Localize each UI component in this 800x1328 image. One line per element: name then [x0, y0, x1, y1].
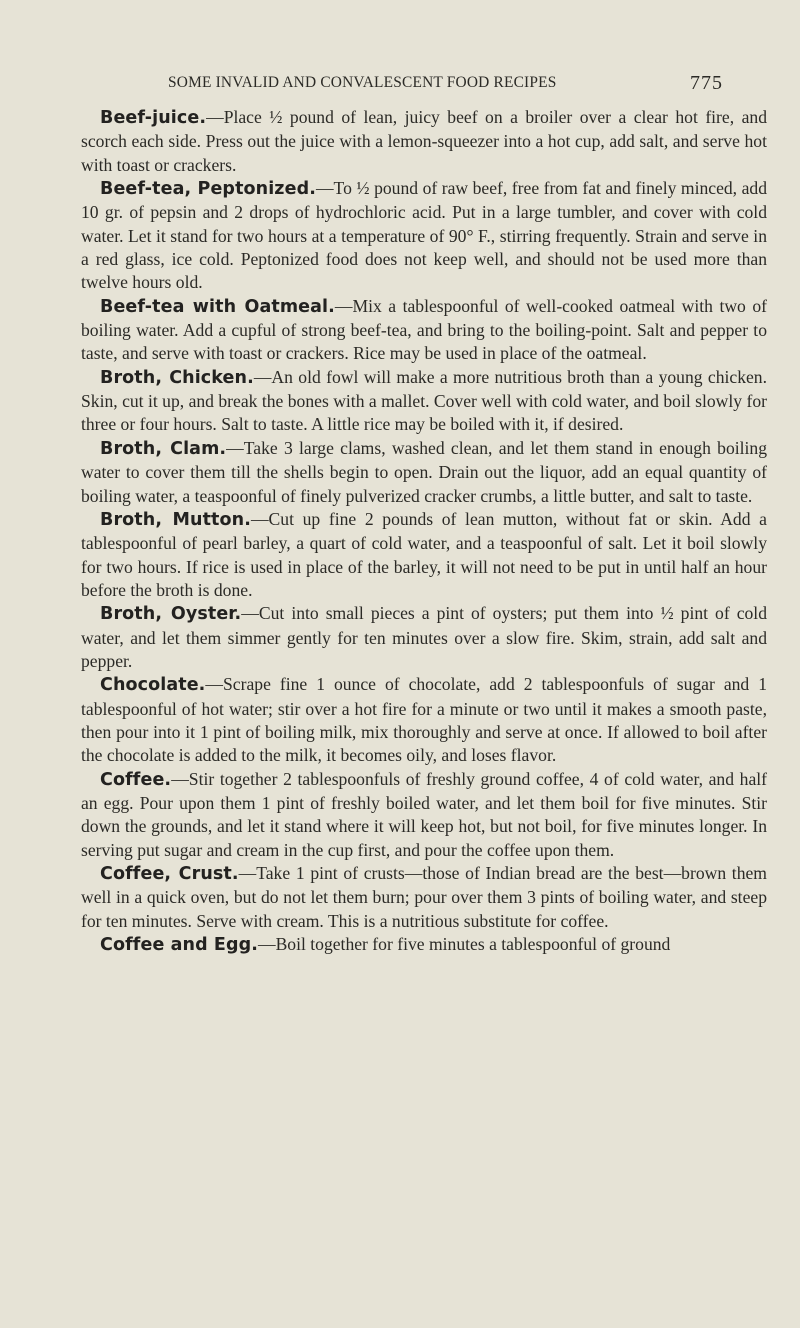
recipe-text: —To ½ pound of raw beef, free from fat and finely minced, add 10 gr. of pepsin and 2 drops of hydrochloric acid. Put in a large tumbler, and cover with cold water. Let it stand for two hours at a temperature of 90° F., stirring frequently. Strain and serve in a red glass, ice cold. Peptonized food does not keep well, and should not be used more than twelve hours old. [81, 178, 767, 293]
recipe-text: —Take 1 pint of crusts—those of Indian bread are the best—brown them well in a quick oven, but do not let them burn; pour over them 3 pints of boiling water, and steep for ten minutes. Serve with cream. This is a nutritious substitute for coffee. [81, 863, 767, 931]
recipe-entry-chocolate [81, 673, 767, 767]
recipe-title: Beef-tea with Oatmeal. [100, 296, 335, 317]
recipe-entry-coffee [81, 768, 767, 862]
recipe-text: —Place ½ pound of lean, juicy beef on a broiler over a clear hot fire, and scorch each side. Press out the juice with a lemon-squeezer into a hot cup, add salt, and serve hot with toast or crackers. [81, 107, 767, 175]
recipe-title: Coffee and Egg. [100, 935, 258, 956]
recipe-title: Coffee. [100, 769, 172, 790]
recipe-text: —Mix a tablespoonful of well-cooked oatmeal with two of boiling water. Add a cupful of strong beef-tea, and bring to the boiling-point. Salt and pepper to taste, and serve with toast or crackers. Rice may be used in place of the oatmeal. [81, 295, 767, 364]
recipe-text: —Cut into small pieces a pint of oysters; put them into ½ pint of cold water, and let them simmer gently for ten minutes over a slow fire. Skim, strain, add salt and pepper. [81, 603, 767, 671]
recipe-entry-beef-tea-peptonized [81, 177, 767, 295]
page-number: 775 [690, 72, 723, 94]
recipe-title: Broth, Mutton. [100, 509, 251, 530]
recipe-title: Beef-juice. [100, 108, 207, 128]
recipe-entry-beef-juice [81, 106, 767, 177]
recipe-entry-beef-tea-oatmeal [81, 295, 767, 366]
recipe-title: Beef-tea, Peptonized. [100, 179, 316, 200]
recipe-text: —Cut up fine 2 pounds of lean mutton, without fat or skin. Add a tablespoonful of pearl barley, a quart of cold water, and a teaspoonful of salt. Let it boil slowly for two hours. If rice is used in place of the barley, it will not need to be put in until half an hour before the broth is done. [81, 508, 767, 600]
recipe-text: —Scrape fine 1 ounce of chocolate, add 2 tablespoonfuls of sugar and 1 tablespoonful of hot water; stir over a hot fire for a minute or two until it makes a smooth paste, then pour into it 1 pint of boiling milk, mix thoroughly and serve at once. If allowed to boil after the chocolate is added to the milk, it becomes oily, and loses flavor. [81, 674, 767, 766]
recipe-text: —Boil together for five minutes a tablespoonful of ground [257, 934, 671, 955]
recipe-text: —Stir together 2 tablespoonfuls of freshly ground coffee, 4 of cold water, and half an egg. Pour upon them 1 pint of freshly boiled water, and let them boil for five minutes. Stir down the grounds, and let it stand where it will keep hot, but not boil, for five minutes longer. In serving put sugar and cream in the cup first, and pour the coffee upon them. [81, 768, 767, 860]
recipe-title: Broth, Chicken. [100, 367, 254, 388]
recipe-text: —An old fowl will make a more nutritious broth than a young chicken. Skin, cut it up, and break the bones with a mallet. Cover well with cold water, and boil slowly for three or four hours. Salt to taste. A little rice may be boiled with it, if desired. [81, 366, 768, 435]
recipe-entry-broth-oyster [81, 602, 767, 673]
recipe-text: —Take 3 large clams, washed clean, and let them stand in enough boiling water to cover them till the shells begin to open. Drain out the liquor, add an equal quantity of boiling water, a teaspoonful of finely pulverized cracker crumbs, a little butter, and salt to taste. [81, 437, 767, 506]
recipe-entry-coffee-and-egg [81, 933, 767, 957]
recipe-entry-broth-clam [81, 437, 767, 508]
recipe-title: Coffee, Crust. [100, 864, 239, 884]
recipe-entry-coffee-crust [81, 862, 767, 933]
recipe-title: Chocolate. [100, 675, 206, 696]
recipe-list [81, 106, 767, 957]
recipe-entry-broth-chicken [81, 366, 767, 437]
running-head: SOME INVALID AND CONVALESCENT FOOD RECIPES [168, 74, 557, 91]
recipe-entry-broth-mutton [81, 508, 767, 602]
recipe-title: Broth, Oyster. [100, 604, 242, 625]
recipe-title: Broth, Clam. [100, 438, 227, 459]
